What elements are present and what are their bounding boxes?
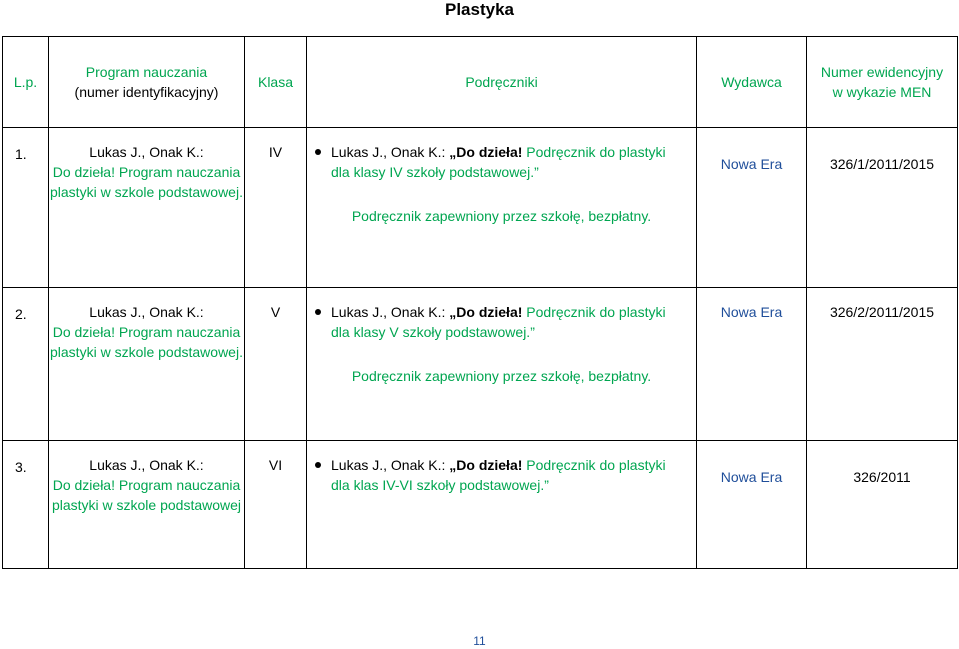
cell-podreczniki	[307, 128, 697, 288]
header-program	[49, 37, 245, 128]
table-row	[3, 128, 958, 288]
program-authors: Lukas J., Onak K.:	[89, 144, 204, 160]
book-authors: Lukas J., Onak K.:	[331, 304, 450, 320]
cell-klasa: V	[245, 288, 307, 441]
header-klasa: Klasa	[245, 37, 307, 128]
program-title-cont: plastyki w szkole podstawowej.	[50, 184, 243, 200]
book-title: „Do dzieła!	[449, 457, 523, 473]
cell-program	[49, 441, 245, 569]
cell-wydawca: Nowa Era	[697, 441, 807, 569]
program-title-cont: plastyki w szkole podstawowej.	[50, 344, 243, 360]
table-row	[3, 288, 958, 441]
header-podreczniki: Podręczniki	[307, 37, 697, 128]
header-numer-line2: w wykazie MEN	[832, 84, 932, 100]
cell-program	[49, 288, 245, 441]
cell-podreczniki	[307, 288, 697, 441]
bullet-icon	[315, 149, 321, 155]
book-authors: Lukas J., Onak K.:	[331, 144, 450, 160]
book-desc-cont: dla klasy V szkoły podstawowej.”	[331, 324, 535, 340]
header-program-line1: Program nauczania	[85, 64, 208, 80]
header-numer-line1: Numer ewidencyjny	[820, 64, 944, 80]
cell-numer: 326/2/2011/2015	[807, 288, 958, 441]
book-authors: Lukas J., Onak K.:	[331, 457, 450, 473]
header-program-line2: (numer identyfikacyjny)	[74, 84, 219, 100]
table-row	[3, 441, 958, 569]
bullet-icon	[315, 462, 321, 468]
page-number: 11	[473, 634, 486, 648]
book-note: Podręcznik zapewniony przez szkołę, bezpłatny.	[351, 208, 652, 224]
header-wydawca: Wydawca	[697, 37, 807, 128]
program-title-cont: plastyki w szkole podstawowej	[51, 497, 242, 513]
cell-lp: 2.	[3, 288, 49, 441]
cell-wydawca: Nowa Era	[697, 128, 807, 288]
program-authors: Lukas J., Onak K.:	[89, 457, 204, 473]
header-lp: L.p.	[3, 37, 49, 128]
book-note: Podręcznik zapewniony przez szkołę, bezpłatny.	[351, 368, 652, 384]
book-title: „Do dzieła!	[449, 304, 523, 320]
book-title: „Do dzieła!	[449, 144, 523, 160]
book-desc-cont: dla klas IV-VI szkoły podstawowej.”	[331, 477, 549, 493]
book-desc: Podręcznik do plastyki	[522, 457, 666, 473]
cell-podreczniki	[307, 441, 697, 569]
cell-klasa: IV	[245, 128, 307, 288]
textbook-table	[2, 36, 958, 569]
cell-program	[49, 128, 245, 288]
book-desc: Podręcznik do plastyki	[522, 144, 666, 160]
book-list	[307, 142, 696, 182]
cell-numer: 326/1/2011/2015	[807, 128, 958, 288]
cell-lp: 1.	[3, 128, 49, 288]
cell-klasa: VI	[245, 441, 307, 569]
book-desc: Podręcznik do plastyki	[522, 304, 666, 320]
cell-numer: 326/2011	[807, 441, 958, 569]
list-item	[307, 302, 696, 342]
cell-wydawca: Nowa Era	[697, 288, 807, 441]
book-list	[307, 455, 696, 495]
book-desc-cont: dla klasy IV szkoły podstawowej.”	[331, 164, 539, 180]
program-title: Do dzieła! Program nauczania	[52, 324, 241, 340]
header-numer	[807, 37, 958, 128]
program-title: Do dzieła! Program nauczania	[52, 164, 241, 180]
cell-lp: 3.	[3, 441, 49, 569]
page-title: Plastyka	[445, 0, 514, 19]
list-item	[307, 455, 696, 495]
program-title: Do dzieła! Program nauczania	[52, 477, 241, 493]
list-item	[307, 142, 696, 182]
header-row	[3, 37, 958, 128]
program-authors: Lukas J., Onak K.:	[89, 304, 204, 320]
book-list	[307, 302, 696, 342]
bullet-icon	[315, 309, 321, 315]
